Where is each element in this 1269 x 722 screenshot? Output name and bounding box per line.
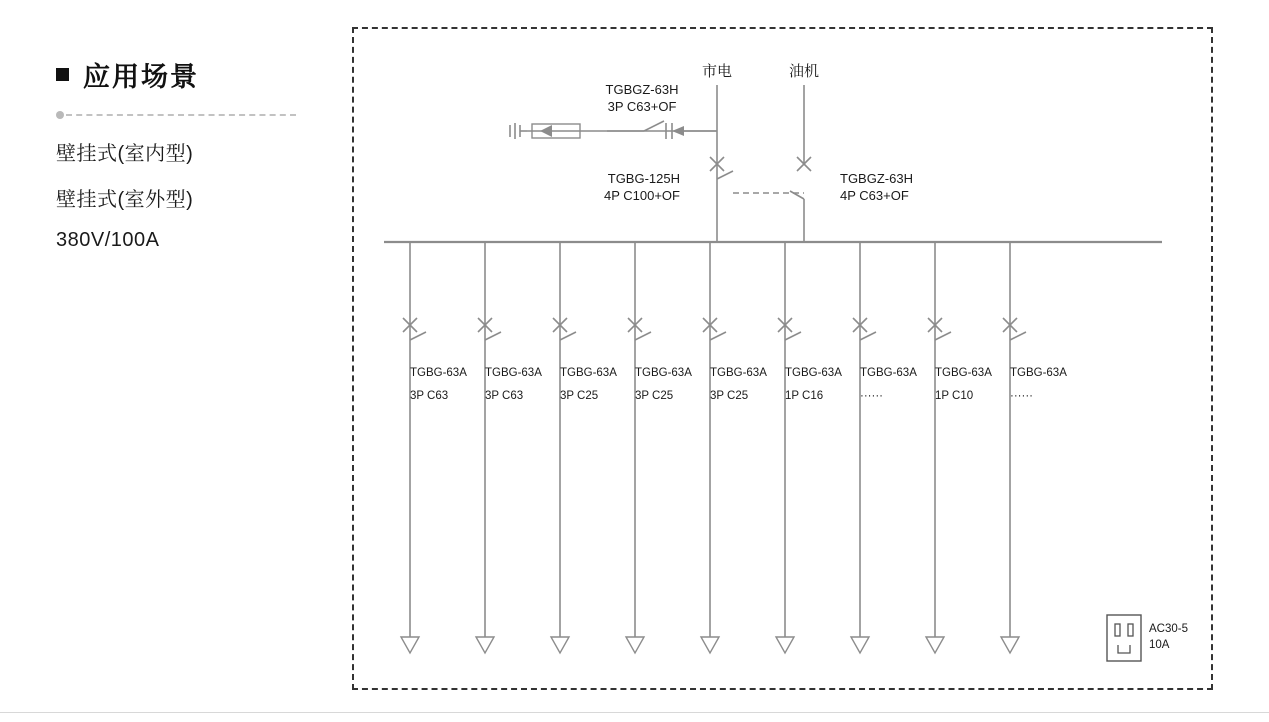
- feeder-model-label: TGBG-63A: [860, 367, 917, 379]
- page-title: 应用场景: [83, 62, 199, 92]
- list-item: 380V/100A: [56, 229, 160, 251]
- list-item: 壁挂式(室内型): [56, 143, 194, 165]
- mains-label: 市电: [701, 63, 733, 80]
- left-panel: [40, 55, 320, 252]
- feeder-spec-label: 3P C63: [485, 390, 524, 402]
- divider-dash-line: [66, 114, 296, 116]
- single-line-diagram: [352, 27, 1213, 690]
- feeder-spec-label: 3P C25: [560, 390, 599, 402]
- feeder-spec-label: 3P C63: [410, 390, 449, 402]
- socket-rating-label: 10A: [1149, 639, 1170, 651]
- feeder-spec-label: ······: [860, 390, 883, 402]
- incomer-model-label: TGBGZ-63H: [605, 82, 679, 97]
- feeder-model-label: TGBG-63A: [635, 367, 692, 379]
- feeder-model-label: TGBG-63A: [485, 367, 542, 379]
- generator-breaker-model-label: TGBGZ-63H: [840, 171, 913, 186]
- feeder-model-label: TGBG-63A: [410, 367, 467, 379]
- generator-breaker-spec-label: 4P C63+OF: [840, 188, 909, 203]
- feeder-model-label: TGBG-63A: [710, 367, 767, 379]
- divider-dot-icon: [56, 111, 64, 119]
- generator-label: 油机: [788, 63, 820, 80]
- section-heading: [56, 55, 320, 94]
- incomer-spec-label: 3P C63+OF: [607, 99, 677, 114]
- mains-breaker-spec-label: 4P C100+OF: [603, 188, 680, 203]
- feeder-spec-label: 1P C16: [785, 390, 824, 402]
- feeder-model-label: TGBG-63A: [785, 367, 842, 379]
- socket-outlet-icon: [1107, 615, 1141, 661]
- feeder-spec-label: ······: [1010, 390, 1033, 402]
- divider: [56, 110, 296, 120]
- feeder-model-label: TGBG-63A: [1010, 367, 1067, 379]
- mains-breaker-model-label: TGBG-125H: [607, 171, 680, 186]
- feeder-spec-label: 3P C25: [710, 390, 749, 402]
- feeder-spec-label: 3P C25: [635, 390, 674, 402]
- socket-model-label: AC30-5: [1149, 623, 1188, 635]
- list-item: 壁挂式(室外型): [56, 189, 194, 211]
- feeder-model-label: TGBG-63A: [560, 367, 617, 379]
- square-bullet-icon: [56, 68, 69, 81]
- feeder-model-label: TGBG-63A: [935, 367, 992, 379]
- feeder-spec-label: 1P C10: [935, 390, 974, 402]
